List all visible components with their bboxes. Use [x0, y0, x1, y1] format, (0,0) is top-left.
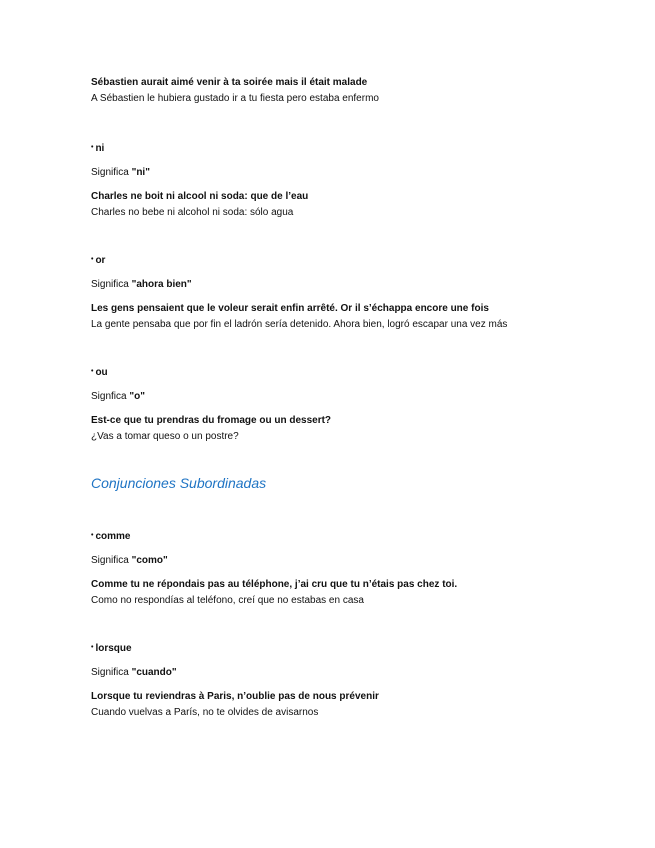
bullet-icon: • [91, 644, 94, 651]
french-sentence: Les gens pensaient que le voleur serait enfin arrêté. Or il s’échappa encore une fois [91, 303, 489, 314]
bullet-icon: • [91, 368, 94, 375]
meaning-line: Significa "ni" [91, 167, 150, 178]
spanish-translation: ¿Vas a tomar queso o un postre? [91, 431, 239, 442]
term-label: • or [91, 255, 106, 266]
spanish-translation: La gente pensaba que por fin el ladrón sería detenido. Ahora bien, logró escapar una vez más [91, 319, 508, 330]
spanish-translation: Charles no bebe ni alcohol ni soda: sólo agua [91, 207, 294, 218]
meaning-line: Significa "ahora bien" [91, 279, 192, 290]
entry-comme [91, 529, 621, 607]
french-sentence: Comme tu ne répondais pas au téléphone, j’ai cru que tu n’étais pas chez toi. [91, 579, 458, 590]
meaning-line: Significa "cuando" [91, 667, 177, 678]
entry-ni [91, 141, 621, 219]
meaning-line: Significa "como" [91, 555, 168, 566]
bullet-icon: • [91, 144, 94, 151]
term-label: • lorsque [91, 643, 132, 654]
spanish-translation: A Sébastien le hubiera gustado ir a tu fiesta pero estaba enfermo [91, 93, 379, 104]
section-heading: Conjunciones Subordinadas [91, 475, 267, 491]
term-label: • comme [91, 531, 131, 542]
french-sentence: Charles ne boit ni alcool ni soda: que de l’eau [91, 191, 309, 202]
spanish-translation: Como no respondías al teléfono, creí que no estabas en casa [91, 595, 364, 606]
bullet-icon: • [91, 532, 94, 539]
french-sentence: Est-ce que tu prendras du fromage ou un dessert? [91, 415, 332, 426]
entry-ou [91, 365, 621, 443]
spanish-translation: Cuando vuelvas a París, no te olvides de avisarnos [91, 707, 319, 718]
meaning-line: Signfica "o" [91, 391, 145, 402]
french-sentence: Lorsque tu reviendras à Paris, n’oublie pas de nous prévenir [91, 691, 379, 702]
french-sentence: Sébastien aurait aimé venir à ta soirée mais il était malade [91, 77, 368, 88]
entry-or [91, 253, 621, 331]
term-label: • ni [91, 143, 105, 154]
term-label: • ou [91, 367, 108, 378]
bullet-icon: • [91, 256, 94, 263]
entry-lorsque [91, 641, 621, 719]
intro-example [91, 76, 621, 105]
